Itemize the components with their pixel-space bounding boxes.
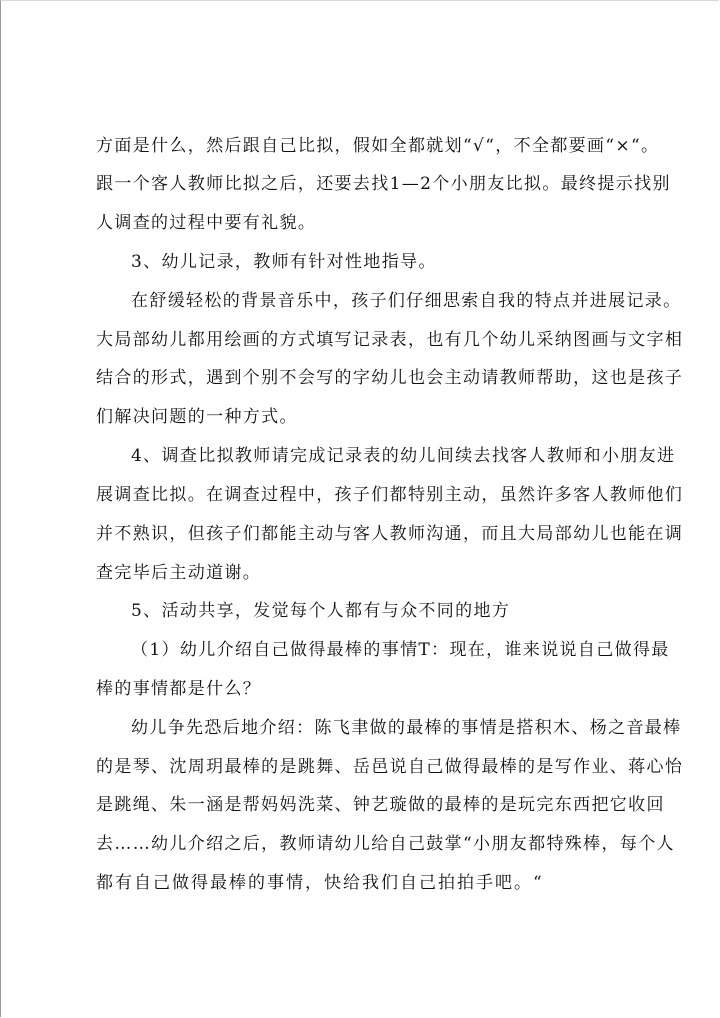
text-line: 4、调查比拟教师请完成记录表的幼儿间续去找客人教师和小朋友进 [131, 446, 676, 466]
text-line: 是跳绳、朱一涵是帮妈妈洗菜、钟艺璇做的最棒的是玩完东西把它收回 [96, 795, 665, 815]
text-line: （1）幼儿介绍自己做得最棒的事情T：现在，谁来说说自己做得最 [131, 640, 670, 660]
text-line: 方面是什么，然后跟自己比拟，假如全都就划“√“，不全都要画“×“。 [96, 136, 660, 156]
text-line: 去……幼儿介绍之后，教师请幼儿给自己鼓掌“小朋友都特殊棒，每个人 [96, 834, 675, 854]
text-line: 在舒缓轻松的背景音乐中，孩子们仔细思索自我的特点并进展记录。 [131, 291, 682, 311]
text-line: 展调查比拟。在调查过程中，孩子们都特别主动，虽然许多客人教师他们 [96, 485, 684, 505]
text-line: 大局部幼儿都用绘画的方式填写记录表，也有几个幼儿采纳图画与文字相 [96, 330, 684, 350]
text-line: 们解决问题的一种方式。 [96, 407, 298, 427]
section-heading: 5、活动共享，发觉每个人都有与众不同的地方 [131, 601, 511, 621]
text-line: 并不熟识，但孩子们都能主动与客人教师沟通，而且大局部幼儿也能在调 [96, 524, 684, 544]
text-line: 查完毕后主动道谢。 [96, 563, 262, 583]
text-line: 棒的事情都是什么？ [96, 679, 262, 699]
text-line: 人调查的过程中要有礼貌。 [96, 213, 317, 233]
text-line: 都有自己做得最棒的事情，快给我们自己拍拍手吧。“ [96, 873, 544, 893]
text-line: 幼儿争先恐后地介绍：陈飞聿做的最棒的事情是搭积木、杨之音最棒 [131, 718, 682, 738]
text-line: 的是琴、沈周玥最棒的是跳舞、岳邑说自己做得最棒的是写作业、蒋心怡 [96, 757, 684, 777]
section-heading: 3、幼儿记录，教师有针对性地指导。 [131, 252, 437, 272]
text-line: 跟一个客人教师比拟之后，还要去找1—2个小朋友比拟。最终提示找别 [96, 174, 671, 194]
text-line: 结合的形式，遇到个别不会写的字幼儿也会主动请教师帮助，这也是孩子 [96, 368, 684, 388]
